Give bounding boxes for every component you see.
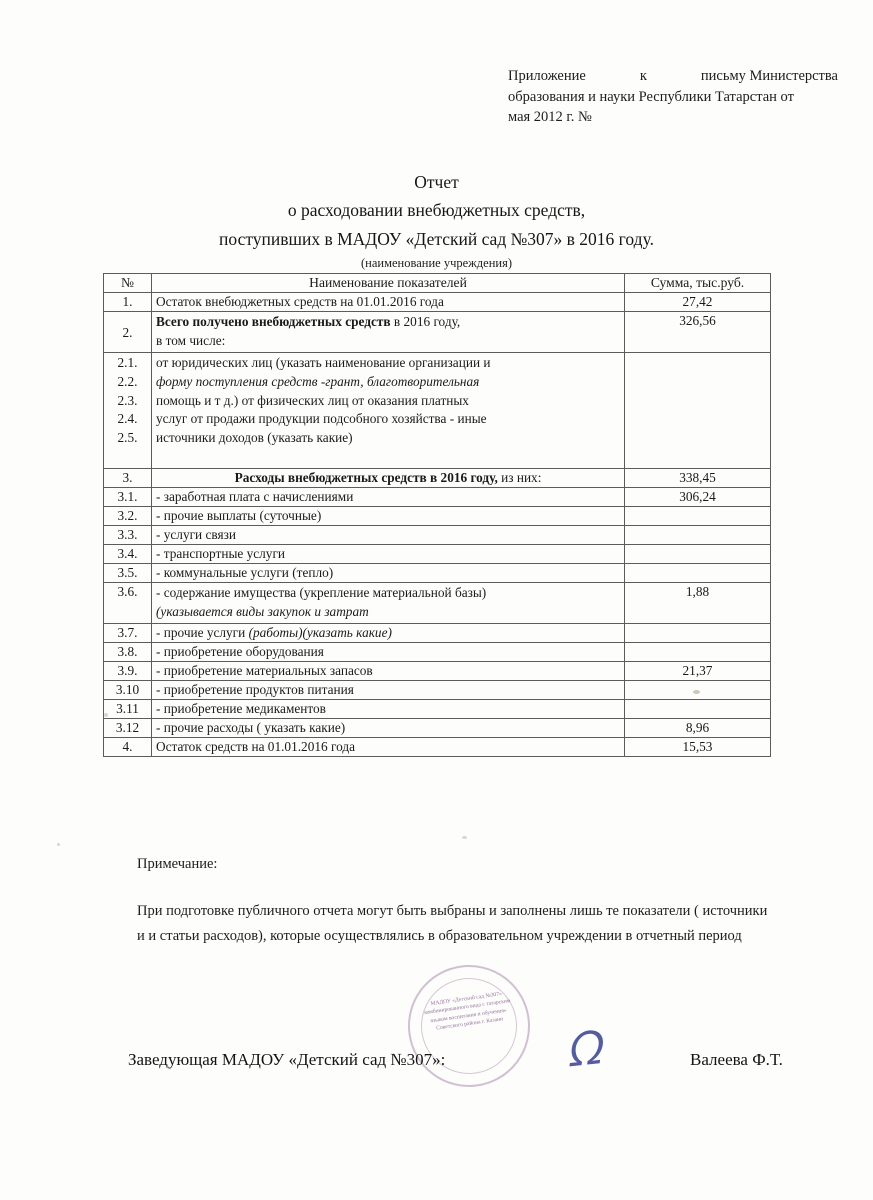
header-line-3: мая 2012 г. №: [508, 109, 592, 126]
row-name-rest: из них:: [497, 470, 542, 485]
row-sum: 27,42: [625, 293, 771, 312]
row-name: [152, 352, 625, 468]
header-line-2: образования и науки Республики Татарстан от: [508, 88, 794, 105]
row-name: - транспортные услуги: [152, 545, 625, 564]
row-sum: 338,45: [625, 469, 771, 488]
row-name-line2: (указывается виды закупок и затрат: [156, 603, 369, 619]
row-sum: [625, 526, 771, 545]
header-cell-sum: Сумма, тыс.руб.: [625, 274, 771, 293]
notes-line-1: При подготовке публичного отчета могут быть выбраны и заполнены лишь те показатели ( источники: [137, 902, 768, 919]
notes-section: [137, 852, 837, 949]
row-sum: 306,24: [625, 488, 771, 507]
row-num: 2.3.: [117, 392, 138, 408]
row-sum: 8,96: [625, 718, 771, 737]
row-name-bold: Всего получено внебюджетных средств: [156, 314, 391, 329]
row-sum: [625, 564, 771, 583]
table-row: [104, 526, 771, 545]
row-sum: 326,56: [625, 312, 771, 353]
row-name: [152, 583, 625, 624]
report-table: [103, 273, 771, 757]
row-name-bold: Расходы внебюджетных средств в 2016 году,: [234, 470, 498, 485]
row-num: 3.11: [104, 699, 152, 718]
body-line-1: [156, 354, 620, 373]
row-num: 3.7.: [104, 623, 152, 642]
row-name: - коммунальные услуги (тепло): [152, 564, 625, 583]
table-row: [104, 699, 771, 718]
row-name-rest: в 2016 году,: [390, 314, 461, 329]
row-name: - приобретение продуктов питания: [152, 680, 625, 699]
body-line-4: услуг от продажи продукции подсобного хозяйства - иные: [156, 411, 487, 427]
row-num: 1.: [104, 293, 152, 312]
row-name-line2: в том числе:: [156, 332, 226, 348]
table-row: [104, 293, 771, 312]
table-row: [104, 718, 771, 737]
row-num: 3.: [104, 469, 152, 488]
title-line-1: Отчет: [414, 172, 459, 192]
table-row: [104, 352, 771, 468]
table-row: [104, 642, 771, 661]
header-cell-name: Наименование показателей: [152, 274, 625, 293]
row-sum: 21,37: [625, 661, 771, 680]
body-line-5: источники доходов (указать какие): [156, 430, 353, 446]
header-line1-mid: к: [639, 68, 647, 84]
notes-line-2: и и статьи расходов), которые осуществлялись в образовательном учреждении в отчетный период: [137, 927, 742, 944]
row-sum: [625, 352, 771, 468]
table-row: [104, 623, 771, 642]
row-num: 2.2.: [117, 373, 138, 389]
table-row: [104, 312, 771, 353]
row-name: - приобретение материальных запасов: [152, 661, 625, 680]
header-line-1: [508, 66, 838, 87]
title-line-2: о расходовании внебюджетных средств,: [287, 200, 586, 221]
signature-name: Валеева Ф.Т.: [690, 1050, 783, 1069]
row-name: [152, 312, 625, 353]
paper-speck: [57, 843, 60, 846]
table-row: [104, 680, 771, 699]
header-line1-right: письму Министерства: [700, 68, 838, 84]
body-line-3: помощь и т д.) от физических лиц от оказания платных: [156, 392, 469, 408]
row-name: - прочие расходы ( указать какие): [152, 718, 625, 737]
row-name-line1: - содержание имущества (укрепление материальной базы): [156, 585, 487, 600]
row-num: 3.5.: [104, 564, 152, 583]
row-name-plain: - прочие услуги: [156, 624, 249, 640]
paper-speck: [104, 713, 108, 717]
row-num: 3.12: [104, 718, 152, 737]
row-num: 3.2.: [104, 507, 152, 526]
row-num: 4.: [104, 737, 152, 756]
row-sum: [625, 699, 771, 718]
row-name: [152, 469, 625, 488]
title-line-3: поступивших в МАДОУ «Детский сад №307» в 2016 году.: [219, 228, 654, 249]
table-row: [104, 488, 771, 507]
table-row: [104, 583, 771, 624]
signature-role: Заведующая МАДОУ «Детский сад №307»:: [128, 1050, 446, 1069]
table-row: [104, 507, 771, 526]
row-sum: [625, 623, 771, 642]
report-table-wrapper: [103, 273, 770, 757]
row-num: 3.10: [104, 680, 152, 699]
paper-speck: [462, 836, 467, 839]
paper-speck: [693, 690, 700, 694]
row-name: Остаток внебюджетных средств на 01.01.2016 года: [152, 293, 625, 312]
handwritten-signature: ᘯ: [563, 1022, 604, 1077]
row-num: 3.6.: [104, 583, 152, 624]
row-num: 2.5.: [117, 430, 138, 446]
body-line-2: форму поступления средств -грант, благотворительная: [156, 373, 480, 389]
page-title: [0, 168, 873, 271]
row-num: 2.1.: [117, 354, 138, 370]
row-num: 3.3.: [104, 526, 152, 545]
row-num: 3.1.: [104, 488, 152, 507]
row-num-group: [104, 352, 152, 468]
header-cell-num: №: [104, 274, 152, 293]
row-name-line1: [156, 313, 620, 332]
row-sum: 1,88: [625, 583, 771, 624]
row-num: 3.9.: [104, 661, 152, 680]
row-num: 3.4.: [104, 545, 152, 564]
table-row: [104, 545, 771, 564]
body-line-1-text: от юридических лиц (указать наименование организации и: [156, 354, 491, 370]
row-num: 3.8.: [104, 642, 152, 661]
row-name-italic: (работы)(указать какие): [248, 624, 392, 640]
row-sum: [625, 507, 771, 526]
row-name: - приобретение медикаментов: [152, 699, 625, 718]
row-sum: [625, 545, 771, 564]
row-num: 2.4.: [117, 411, 138, 427]
table-row: [104, 661, 771, 680]
row-num: 2.: [104, 312, 152, 353]
table-row: [104, 737, 771, 756]
row-name: - приобретение оборудования: [152, 642, 625, 661]
row-name: - прочие выплаты (суточные): [152, 507, 625, 526]
row-name: [152, 623, 625, 642]
table-header-row: [104, 274, 771, 293]
document-header: [508, 66, 838, 128]
row-name: - заработная плата с начислениями: [152, 488, 625, 507]
table-row: [104, 469, 771, 488]
row-sum: 15,53: [625, 737, 771, 756]
stamp-text: МАДОУ «Детский сад №307» комбинированного вида с татарским языком воспитания и обучения» Советского района г. Казани: [423, 991, 511, 1032]
notes-title: Примечание:: [137, 856, 218, 872]
row-name: Остаток средств на 01.01.2016 года: [152, 737, 625, 756]
table-row: [104, 564, 771, 583]
row-sum: [625, 642, 771, 661]
header-line1-left: Приложение: [508, 68, 586, 84]
title-subtitle: (наименование учреждения): [361, 256, 512, 271]
row-name: - услуги связи: [152, 526, 625, 545]
